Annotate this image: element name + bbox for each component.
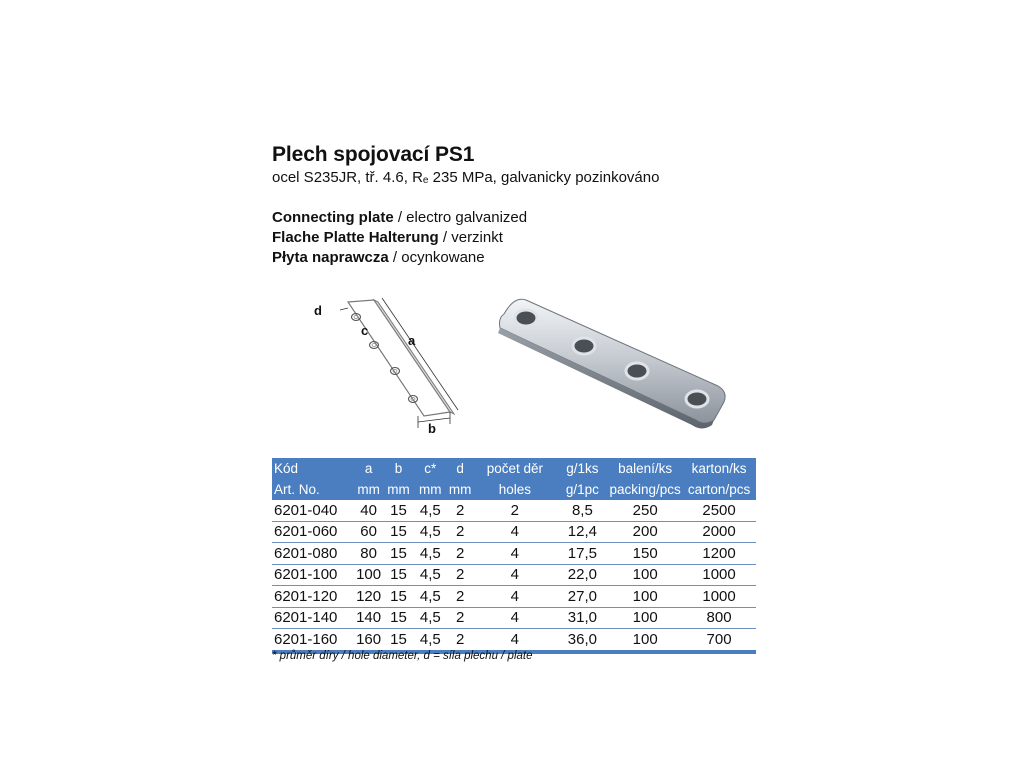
table-row	[272, 564, 756, 586]
spec-table-body	[272, 500, 756, 652]
column-header: b	[384, 458, 414, 479]
table-cell: 4	[473, 543, 556, 565]
translation-name: Flache Platte Halterung	[272, 229, 439, 246]
table-cell: 27,0	[557, 586, 609, 608]
table-cell: 40	[354, 500, 384, 521]
table-cell: 60	[354, 521, 384, 543]
table-cell: 100	[608, 629, 682, 652]
plate-outline-front	[348, 300, 450, 416]
hole-2-inner	[372, 344, 376, 347]
table-cell: 4,5	[413, 629, 447, 652]
table-cell: 6201-060	[272, 521, 354, 543]
table-cell: 100	[608, 586, 682, 608]
table-cell: 15	[384, 564, 414, 586]
table-cell: 100	[354, 564, 384, 586]
table-cell: 4	[473, 629, 556, 652]
table-cell: 6201-140	[272, 607, 354, 629]
drawing-label-b: b	[428, 421, 436, 436]
column-subheader: mm	[447, 479, 473, 500]
column-subheader: holes	[473, 479, 556, 500]
table-cell: 12,4	[557, 521, 609, 543]
table-cell: 2	[447, 521, 473, 543]
table-cell: 1200	[682, 543, 756, 565]
column-subheader: mm	[413, 479, 447, 500]
table-cell: 200	[608, 521, 682, 543]
product-subtitle	[272, 169, 756, 190]
table-cell: 4	[473, 521, 556, 543]
table-cell: 17,5	[557, 543, 609, 565]
subtitle-subscript: e	[422, 175, 429, 186]
table-cell: 100	[608, 564, 682, 586]
column-subheader: mm	[354, 479, 384, 500]
column-header: a	[354, 458, 384, 479]
translations	[272, 208, 756, 268]
translation-name: Connecting plate	[272, 209, 394, 226]
column-header: počet děr	[473, 458, 556, 479]
column-header: balení/ks	[608, 458, 682, 479]
table-cell: 4,5	[413, 521, 447, 543]
table-cell: 15	[384, 629, 414, 652]
spec-table-header	[272, 458, 756, 500]
column-subheader: g/1pc	[557, 479, 609, 500]
table-cell: 4	[473, 586, 556, 608]
table-cell: 15	[384, 586, 414, 608]
table-cell: 4	[473, 607, 556, 629]
table-cell: 2	[447, 543, 473, 565]
column-subheader: mm	[384, 479, 414, 500]
column-subheader: carton/pcs	[682, 479, 756, 500]
photo-hole-4	[686, 391, 708, 407]
table-row	[272, 500, 756, 521]
table-cell: 4,5	[413, 586, 447, 608]
table-cell: 36,0	[557, 629, 609, 652]
table-cell: 4,5	[413, 564, 447, 586]
photo-hole-3	[626, 363, 648, 379]
header-row-bottom	[272, 479, 756, 500]
spec-table	[272, 458, 756, 654]
table-cell: 6201-120	[272, 586, 354, 608]
photo-hole-2	[573, 338, 595, 354]
table-cell: 2000	[682, 521, 756, 543]
table-cell: 250	[608, 500, 682, 521]
table-cell: 160	[354, 629, 384, 652]
table-cell: 15	[384, 521, 414, 543]
column-header: Kód	[272, 458, 354, 479]
translation-finish: / verzinkt	[438, 229, 503, 246]
column-header: c*	[413, 458, 447, 479]
table-cell: 15	[384, 543, 414, 565]
table-cell: 100	[608, 607, 682, 629]
table-cell: 6201-040	[272, 500, 354, 521]
table-cell: 15	[384, 500, 414, 521]
product-photo	[492, 294, 742, 444]
table-cell: 2	[447, 586, 473, 608]
table-cell: 31,0	[557, 607, 609, 629]
subtitle-spec: 235 MPa, galvanicky pozinkováno	[428, 169, 660, 186]
table-cell: 15	[384, 607, 414, 629]
header-row-top	[272, 458, 756, 479]
column-header: g/1ks	[557, 458, 609, 479]
table-cell: 800	[682, 607, 756, 629]
table-cell: 120	[354, 586, 384, 608]
table-cell: 2	[447, 564, 473, 586]
table-cell: 2	[447, 500, 473, 521]
dimension-line-d	[340, 308, 348, 310]
translation-finish: / electro galvanized	[393, 209, 528, 226]
table-cell: 4,5	[413, 607, 447, 629]
table-cell: 4	[473, 564, 556, 586]
subtitle-material: ocel S235JR, tř. 4.6, R	[272, 169, 423, 186]
table-cell: 2	[447, 629, 473, 652]
translation-english	[272, 208, 756, 228]
table-cell: 4,5	[413, 543, 447, 565]
product-sheet	[272, 142, 756, 662]
table-cell: 2	[473, 500, 556, 521]
column-header: karton/ks	[682, 458, 756, 479]
table-row	[272, 629, 756, 652]
technical-drawing	[302, 294, 462, 439]
translation-name: Płyta naprawcza	[272, 249, 389, 266]
table-cell: 140	[354, 607, 384, 629]
table-cell: 2500	[682, 500, 756, 521]
translation-finish: / ocynkowane	[388, 249, 485, 266]
product-title: Plech spojovací PS1	[272, 143, 475, 166]
table-cell: 6201-080	[272, 543, 354, 565]
photo-hole-1	[515, 310, 537, 326]
table-cell: 700	[682, 629, 756, 652]
drawing-label-c: c	[361, 323, 369, 338]
translation-german	[272, 228, 756, 248]
table-row	[272, 543, 756, 565]
table-cell: 2	[447, 607, 473, 629]
drawing-label-a: a	[408, 333, 416, 348]
translation-polish	[272, 248, 756, 268]
table-row	[272, 607, 756, 629]
table-cell: 4,5	[413, 500, 447, 521]
table-cell: 150	[608, 543, 682, 565]
drawing-label-d: d	[314, 303, 322, 318]
column-subheader: Art. No.	[272, 479, 354, 500]
table-cell: 22,0	[557, 564, 609, 586]
table-cell: 80	[354, 543, 384, 565]
table-row	[272, 586, 756, 608]
table-cell: 1000	[682, 564, 756, 586]
table-cell: 6201-100	[272, 564, 354, 586]
table-cell: 1000	[682, 586, 756, 608]
column-header: d	[447, 458, 473, 479]
table-row	[272, 521, 756, 543]
column-subheader: packing/pcs	[608, 479, 682, 500]
footnote: * průměr díry / hole diameter, d = síla plechu / plate	[272, 650, 533, 662]
table-cell: 6201-160	[272, 629, 354, 652]
table-cell: 8,5	[557, 500, 609, 521]
